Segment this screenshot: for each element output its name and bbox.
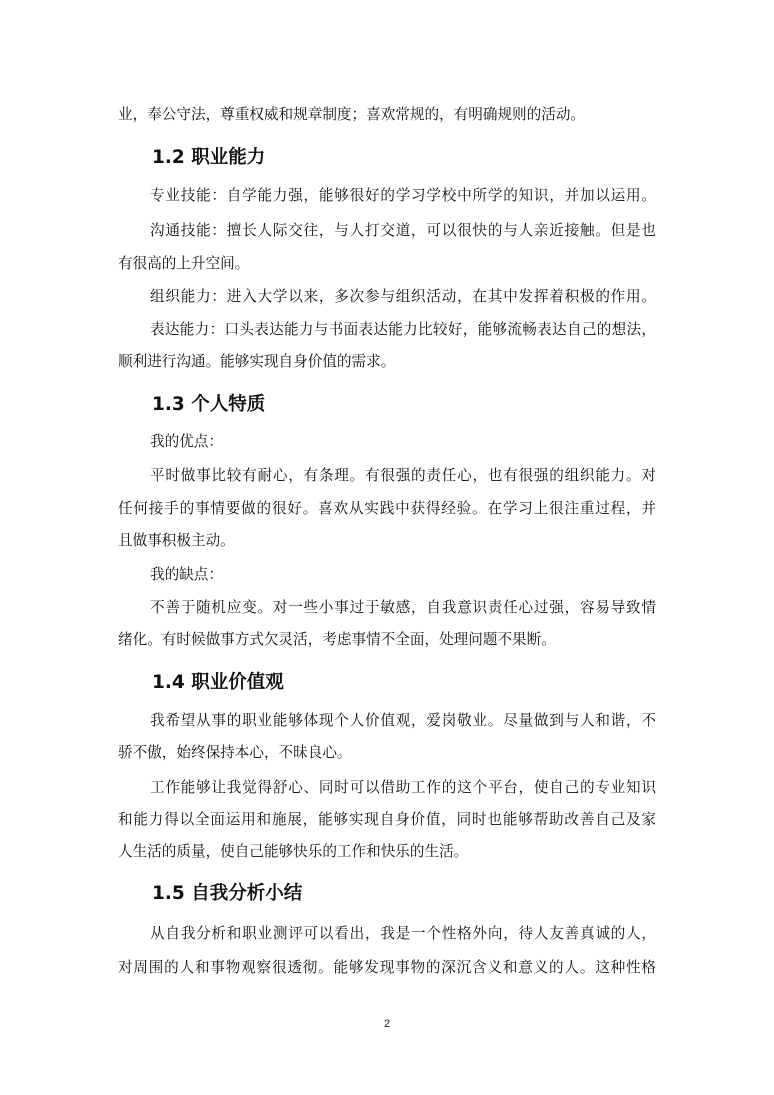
paragraph-line: 骄不傲，始终保持本心，不昧良心。: [118, 745, 352, 761]
paragraph-line: 我的缺点：: [150, 567, 223, 583]
paragraph-line: 工作能够让我觉得舒心、同时可以借助工作的这个平台，使自己的专业知识: [150, 780, 656, 796]
paragraph-line: 组织能力：进入大学以来，多次参与组织活动，在其中发挥着积极的作用。: [150, 289, 656, 305]
page-number: 2: [383, 1018, 391, 1030]
paragraph-line: 专业技能：自学能力强，能够很好的学习学校中所学的知识，并加以运用。: [150, 188, 656, 204]
paragraph-line: 从自我分析和职业测评可以看出，我是一个性格外向，待人友善真诚的人，: [150, 926, 656, 942]
paragraph-line: 有很高的上升空间。: [118, 256, 250, 272]
paragraph-line: 对周围的人和事物观察很透彻。能够发现事物的深沉含义和意义的人。这种性格: [118, 960, 656, 976]
paragraph-line: 不善于随机应变。对一些小事过于敏感，自我意识责任心过强，容易导致情: [150, 600, 656, 616]
paragraph-line: 平时做事比较有耐心，有条理。有很强的责任心，也有很强的组织能力。对: [150, 468, 656, 484]
paragraph-line: 沟通技能：擅长人际交往，与人打交道，可以很快的与人亲近接触。但是也: [150, 223, 656, 239]
paragraph-line: 任何接手的事情要做的很好。喜欢从实践中获得经验。在学习上很注重过程，并: [118, 501, 656, 517]
paragraph-line: 人生活的质量，使自己能够快乐的工作和快乐的生活。: [118, 844, 469, 860]
paragraph-line: 业，奉公守法，尊重权威和规章制度；喜欢常规的，有明确规则的活动。: [118, 107, 586, 123]
section-heading: 1.4 职业价值观: [152, 672, 284, 693]
paragraph-line: 且做事积极主动。: [118, 533, 235, 549]
paragraph-line: 绪化。有时候做事方式欠灵活，考虑事情不全面，处理问题不果断。: [118, 632, 556, 648]
section-heading: 1.5 自我分析小结: [152, 883, 303, 904]
section-heading: 1.2 职业能力: [152, 147, 266, 168]
paragraph-line: 顺利进行沟通。能够实现自身价值的需求。: [118, 354, 396, 370]
paragraph-line: 和能力得以全面运用和施展，能够实现自身价值，同时也能够帮助改善自己及家: [118, 812, 656, 828]
paragraph-line: 我希望从事的职业能够体现个人价值观，爱岗敬业。尽量做到与人和谐，不: [150, 713, 656, 729]
paragraph-line: 表达能力：口头表达能力与书面表达能力比较好，能够流畅表达自己的想法，: [150, 322, 656, 338]
section-heading: 1.3 个人特质: [152, 394, 266, 415]
paragraph-line: 我的优点：: [150, 434, 223, 450]
